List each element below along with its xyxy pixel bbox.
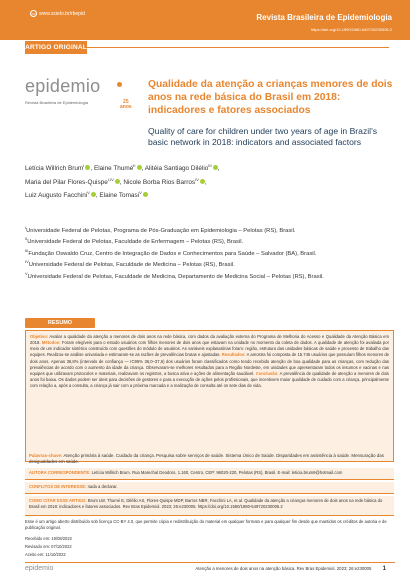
affiliation: $^V$Universidade Federal de Pelotas, Faculdade de Medicina, Departamento de Medicina Social – Pelotas (RS), Brasil. — [25, 270, 324, 280]
doi-link[interactable]: https://doi.org/10.1590/1980-549720230005.2 — [310, 27, 392, 32]
license-row — [30, 10, 85, 17]
abstract-heading: RESUMO — [25, 318, 95, 328]
section-divider — [87, 47, 389, 48]
logo-word: epidemio — [25, 76, 101, 96]
footer-divider — [25, 562, 395, 563]
journal-name: Revista Brasileira de Epidemiologia — [256, 13, 392, 22]
page-number: 1 — [382, 566, 386, 572]
results-label: Resultados: — [221, 352, 246, 358]
affiliation: $^{II}$Universidade Federal de Pelotas, Faculdade de Enfermagem – Pelotas (RS), Brasil. — [25, 236, 244, 246]
section-badge: ARTIGO ORIGINAL — [25, 41, 87, 54]
cc-icon: cc — [31, 11, 36, 16]
affiliation: $^{IV}$Universidade Federal de Pelotas, Faculdade de Medicina – Pelotas (RS), Brasil. — [25, 259, 235, 269]
date-accepted: Aceito em: 11/10/2022 — [25, 551, 66, 557]
conflicts-label: CONFLITOS DE INTERESSE: — [29, 484, 87, 489]
author[interactable]: Maria del Pilar Flores-Quispe$^{I,IV}$ — [25, 179, 120, 186]
author[interactable]: Nicole Borba Rios Barros$^{IV}$ — [123, 179, 205, 186]
keywords — [29, 453, 389, 465]
article-title-pt: Qualidade da atenção a crianças menores de dois anos na rede básica do Brasil em 2018: indicadores e fatores associados — [148, 79, 393, 116]
epidemio-logo — [25, 76, 132, 126]
author[interactable]: Letícia Willrich Brum$^I$ — [25, 165, 90, 172]
correspondence-text[interactable]: Letícia Willrich Brum. Rua Marechal Deodoro, 1.160, Centro, CEP: 96020-220, Pelotas (RS), Brasil. E-mail: leticia.brum9@hotmail.com — [91, 470, 343, 475]
keywords-label: Palavras-chave: — [29, 453, 63, 458]
logo-subtitle: Revista Brasileira de Epidemiologia — [25, 100, 88, 105]
dates-block — [25, 535, 125, 558]
orcid-icon[interactable] — [91, 192, 96, 197]
affiliation: $^{III}$Fundação Oswaldo Cruz, Centro de Integração de Dados e Conhecimentos para Saúde – Salvador (BA), Brasil. — [25, 247, 317, 257]
orcid-icon[interactable] — [200, 179, 205, 184]
date-revised: Revisado em: 07/10/2022 — [25, 543, 72, 549]
conclusion-label: Conclusão: — [255, 370, 279, 376]
footer-citation: Atenção a menores de dois anos na atenção básica. Rev Bras Epidemiol. 2023; 26:e230005 1 — [195, 566, 386, 572]
logo-anniversary: 25 anos — [120, 99, 132, 110]
citation-label: COMO CITAR ESSE ARTIGO: — [29, 498, 87, 503]
affiliation: $^I$Universidade Federal de Pelotas, Programa de Pós-Graduação em Epidemiologia – Pelotas (RS), Brasil. — [25, 225, 296, 234]
results-text: A amostra foi composta de 15.745 usuários que possuíam filhos menores de dois anos. Apenas 36,8% (intervalo de confiança — IC95% 36,0–37,6) dos usuários foram classificados como tendo recebido atenção de boa qualidade para as crianças, com redução das prevalências de acordo com o aumento da idade da criança. Observaram-se melhores resultados para a Região Nordeste, em unidades que apresentaram todos os insumos e vacinas e nas equipes que utilizavam protocolos e materiais, realizavam os registros, a busca ativa e ações de alimentação saudável. — [30, 352, 390, 376]
footer-logo: epidemio — [25, 565, 54, 572]
correspondence-block — [25, 468, 394, 480]
correspondence-label: AUTORA CORRESPONDENTE: — [29, 470, 91, 475]
conclusion-text: A prevalência de qualidade de atenção a menores de dois anos foi baixa. Os dados podem ser úteis para decisões de gestores e para a execução de ações pelos profissionais, que incentivem maior qualidade de cuidado com a criança, principalmente com relação a, após a consulta, a criança já sair com a próxima marcada e a realização de consulta até os sete dias de vida. — [30, 370, 389, 389]
journal-header-bar — [0, 0, 410, 40]
author[interactable]: Luiz Augusto Facchini$^V$ — [25, 192, 96, 199]
license-note: Esse é um artigo aberto distribuído sob licença CC-BY 4.0, que permite cópia e redistribuição do material em qualquer formato e para qualquer fim desde que mantidos os créditos de autoria e de publicação original. — [25, 519, 387, 530]
article-title-en: Quality of care for children under two years of age in Brazil's basic network in 2018: indicators and associated factors — [148, 126, 378, 147]
objective-label: Objetivo: — [30, 334, 49, 339]
citation-block — [25, 496, 394, 516]
methods-text: Foram elegíveis para o estudo usuários com filhos menores de dois anos que estavam na unidade no momento da coleta de dados. A qualidade de atenção foi avaliada por meio de um indicador sintético construído com questões do módulo de usuários. As variáveis explanatórias foram: região, estrutura das unidades básicas de saúde e processo de trabalho das equipes. Realizou-se análise univariada e estimaram-se as razões de prevalências brutas e ajustadas. — [30, 340, 389, 358]
affiliation-list — [25, 224, 395, 281]
author[interactable]: Elaine Tomasi$^V$ — [99, 192, 147, 199]
orcid-icon[interactable] — [85, 165, 90, 170]
orcid-icon[interactable] — [115, 179, 120, 184]
abstract-box — [25, 330, 394, 462]
orcid-icon[interactable] — [137, 165, 142, 170]
author[interactable]: Alitéia Santiago Dilélio$^{III}$ — [145, 165, 218, 172]
orcid-icon[interactable] — [213, 165, 218, 170]
logo-dot-icon — [117, 82, 122, 87]
orcid-icon[interactable] — [143, 192, 148, 197]
date-received: Recebido em: 19/08/2022 — [25, 536, 72, 541]
citation-text[interactable]: Brum LW, Thumé E, Dilélio AS, Flores-Quispe MDP, Barros NBR, Facchini LA, et al. Qualidade da atenção a crianças menores de dois anos na rede básica do Brasil em 2018: indicadores e fatores associados. Rev Bras Epidemiol. 2023; 26:e230005. https://doi.org/10.1590/1980-549720230005.2 — [29, 498, 383, 509]
keywords-text: Atenção primária à saúde. Cuidado da criança. Pesquisa sobre serviços de saúde. Sistema Único de Saúde. Disparidades em assistência à saúde. Mensuração das desigualdades em saúde. — [29, 453, 384, 464]
author-list: Letícia Willrich Brum$^I$ , Elaine Thumé$^{II}$ , Alitéia Santiago Dilélio$^{III}$ , Maria del Pilar Flores-Quispe$^{I,IV}$ , Nicole Borba Rios Barros$^{IV}$ , Luiz Augusto Facchini$^V$ , Elaine Tomasi$^V$ — [25, 163, 220, 200]
objective-text: Avaliar a qualidade da atenção a menores de dois anos na rede básica, com dados da avaliação externa do Programa de Melhoria do Acesso e Qualidade da Atenção Básica em 2018. — [30, 334, 389, 346]
conflicts-block — [25, 482, 394, 494]
methods-label: Métodos: — [41, 340, 61, 346]
author[interactable]: Elaine Thumé$^{II}$ — [94, 165, 142, 172]
journal-site-link[interactable]: www.scielo.br/rbepid — [39, 10, 85, 17]
conflicts-text: nada a declarar. — [87, 484, 118, 489]
